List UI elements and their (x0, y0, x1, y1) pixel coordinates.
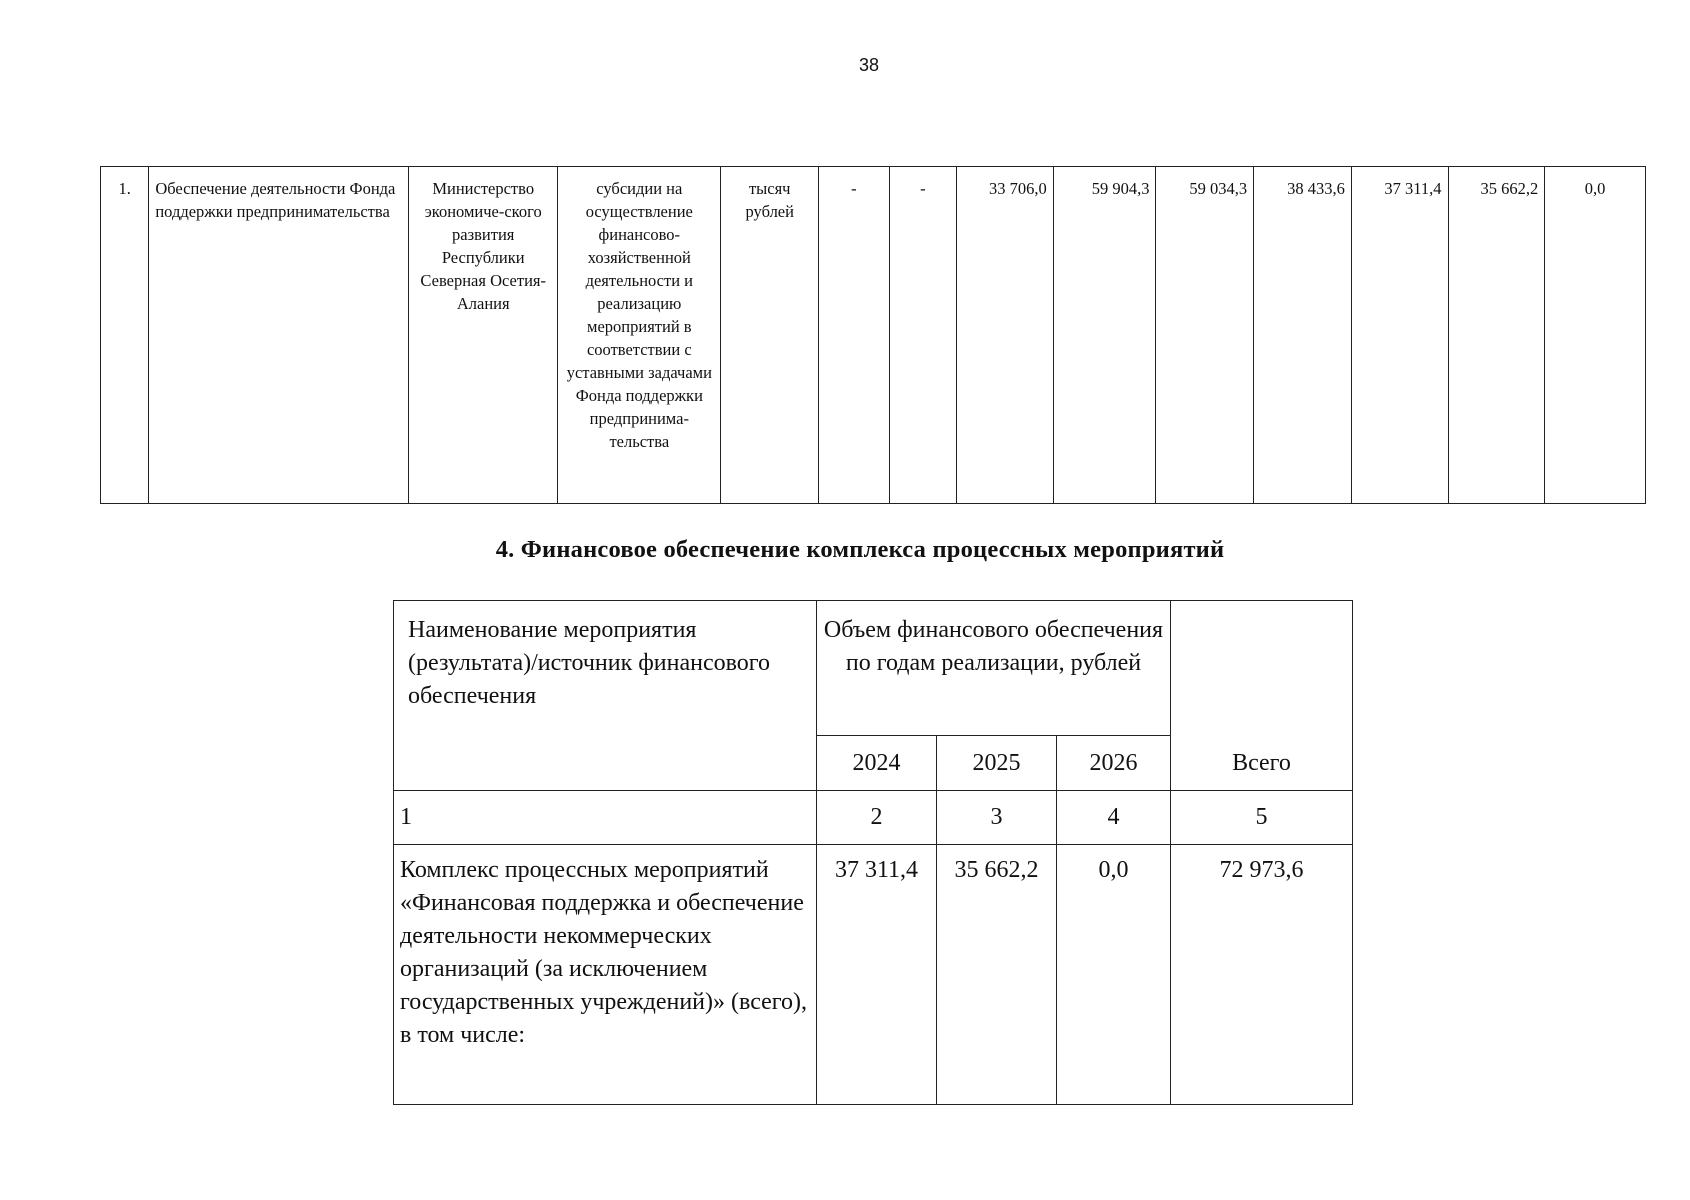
header-volume: Объем финансового обеспечения по годам реализации, рублей (817, 601, 1171, 736)
row-number: 1. (101, 167, 149, 504)
value-cell: - (819, 167, 890, 504)
activity-table (100, 166, 1646, 504)
year-header: 2026 (1057, 736, 1171, 791)
value-cell: 33 706,0 (957, 167, 1054, 504)
year-header: 2024 (817, 736, 937, 791)
responsible-executor: Министерство экономиче-ского развития Республики Северная Осетия-Алания (409, 167, 558, 504)
activity-name: Обеспечение деятельности Фонда поддержки предпринимательства (149, 167, 409, 504)
page-number: 38 (858, 55, 880, 75)
column-numbers-row (394, 791, 1353, 845)
header-row (394, 601, 1353, 736)
complex-name: Комплекс процессных мероприятий «Финансовая поддержка и обеспечение деятельности некоммерческих организаций (за исключением государственных учреждений)» (всего), в том числе: (394, 845, 817, 1105)
table-row (101, 167, 1646, 504)
value-cell: 0,0 (1545, 167, 1646, 504)
amount-2026: 0,0 (1057, 845, 1171, 1105)
value-cell: 37 311,4 (1351, 167, 1448, 504)
value-cell: - (889, 167, 956, 504)
value-cell: 38 433,6 (1254, 167, 1352, 504)
header-total: Всего (1171, 601, 1353, 791)
header-name: Наименование мероприятия (результата)/источник финансового обеспечения (394, 601, 817, 791)
column-number: 5 (1171, 791, 1353, 845)
table-row (394, 845, 1353, 1105)
value-cell: 59 034,3 (1156, 167, 1254, 504)
column-number: 1 (394, 791, 817, 845)
unit-of-measure: тысяч рублей (721, 167, 819, 504)
finance-table (393, 600, 1353, 1105)
column-number: 4 (1057, 791, 1171, 845)
column-number: 2 (817, 791, 937, 845)
section-title: 4. Финансовое обеспечение комплекса процессных мероприятий (495, 536, 1225, 563)
value-cell: 59 904,3 (1053, 167, 1156, 504)
amount-2025: 35 662,2 (937, 845, 1057, 1105)
amount-2024: 37 311,4 (817, 845, 937, 1105)
column-number: 3 (937, 791, 1057, 845)
amount-total: 72 973,6 (1171, 845, 1353, 1105)
activity-type: субсидии на осуществление финансово-хозяйственной деятельности и реализацию мероприятий в соответствии с уставными задачами Фонда поддержки предпринима-тельства (558, 167, 721, 504)
year-header: 2025 (937, 736, 1057, 791)
value-cell: 35 662,2 (1448, 167, 1545, 504)
